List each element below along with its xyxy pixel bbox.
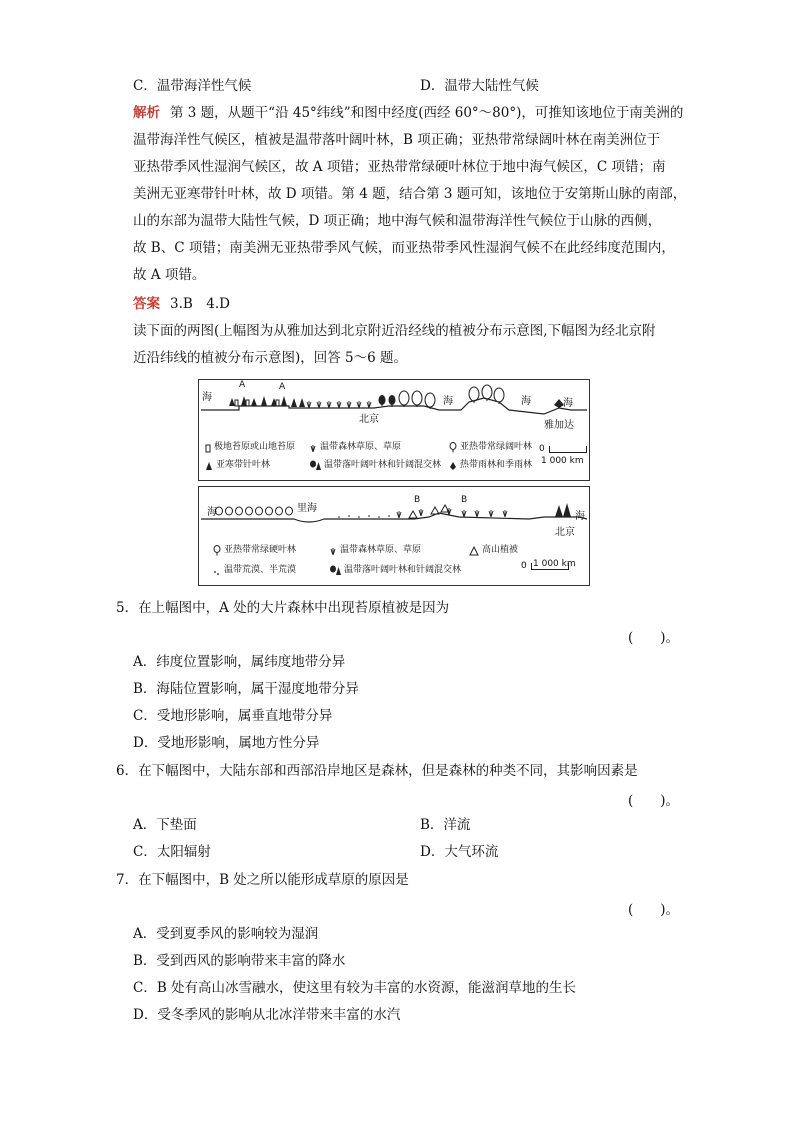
q7-option-a: A．受到夏季风的影响较为湿润 bbox=[133, 926, 319, 942]
mixed-forest-icon bbox=[309, 460, 321, 471]
legend-bottom-steppe bbox=[329, 545, 421, 556]
legend-steppe-label: 温带森林草原、草原 bbox=[320, 442, 402, 452]
q5-option-d: D．受地形影响，属地方性分异 bbox=[133, 735, 320, 751]
top-a1-label: A bbox=[239, 380, 246, 390]
q5-option-c: C．受地形影响，属垂直地带分异 bbox=[133, 708, 333, 724]
analysis-line-1 bbox=[133, 104, 683, 122]
top-sea-mid-label: 海 bbox=[443, 396, 453, 407]
legend-deciduous-mixed bbox=[309, 460, 441, 471]
bottom-b2-label: B bbox=[461, 495, 468, 505]
top-scale-bar bbox=[539, 444, 587, 454]
q6-option-b: B．洋流 bbox=[420, 817, 471, 833]
answer-line bbox=[133, 295, 230, 313]
option-c-q4: C．温带海洋性气候 bbox=[133, 78, 252, 94]
bottom-caspian-label: 里海 bbox=[297, 503, 317, 514]
analysis-line-5: 山的东部为温带大陆性气候，D 项正确；地中海气候和温带海洋性气候位于山脉的西侧， bbox=[133, 213, 662, 229]
top-scale-zero: 0 bbox=[539, 444, 545, 454]
answer-text: 3.B 4.D bbox=[170, 296, 231, 312]
bottom-sea-right-label: 海 bbox=[575, 511, 585, 522]
bottom-sea-left-label: 海 bbox=[207, 507, 217, 518]
analysis-tag: 解析 bbox=[133, 105, 160, 121]
grass-icon bbox=[309, 443, 317, 453]
top-scale-label: 1 000 km bbox=[541, 456, 584, 466]
analysis-line-7: 故 A 项错。 bbox=[133, 267, 206, 283]
bottom-b1-label: B bbox=[414, 495, 421, 505]
top-a2-label: A bbox=[279, 382, 286, 392]
figure-bottom-parallel bbox=[198, 486, 590, 586]
bottom-scale-zero: 0 bbox=[521, 561, 527, 571]
hardleaf-icon bbox=[213, 545, 221, 556]
q7-stem: 7．在下幅图中，B 处之所以能形成草原的原因是 bbox=[116, 872, 409, 888]
q7-option-d: D．受冬季风的影响从北冰洋带来丰富的水汽 bbox=[133, 1007, 401, 1023]
legend-bottom-mixed-label: 温带落叶阔叶林和针阔混交林 bbox=[344, 565, 462, 575]
intro-line-2: 近沿纬线的植被分布示意图)，回答 5～6 题。 bbox=[133, 350, 408, 366]
q5-stem: 5．在上幅图中，A 处的大片森林中出现苔原植被是因为 bbox=[116, 600, 450, 616]
figure-top-profile bbox=[199, 380, 589, 440]
mixed-forest-icon bbox=[329, 565, 341, 576]
alpine-icon bbox=[469, 546, 479, 556]
q7-option-b: B．受到西风的影响带来丰富的降水 bbox=[133, 953, 346, 969]
analysis-line-6: 故 B、C 项错；南美洲无亚热带季风气候，而亚热带季风性湿润气候不在此经纬度范围内， bbox=[133, 240, 675, 256]
legend-alpine bbox=[469, 545, 518, 556]
figure-bottom-profile bbox=[199, 487, 589, 537]
q5-option-a: A．纬度位置影响，属纬度地带分异 bbox=[133, 654, 346, 670]
rainforest-icon bbox=[449, 461, 457, 471]
top-beijing-label: 北京 bbox=[359, 414, 379, 425]
legend-taiga-label: 亚寒带针叶林 bbox=[216, 460, 271, 470]
q6-option-d: D．大气环流 bbox=[420, 844, 499, 860]
evergreen-broadleaf-icon bbox=[449, 442, 457, 453]
legend-hardleaf-label: 亚热带常绿硬叶林 bbox=[224, 545, 297, 555]
legend-steppe bbox=[309, 442, 401, 453]
q7-paren: ( )。 bbox=[628, 902, 680, 918]
intro-line-1: 读下面的两图(上幅图为从雅加达到北京附近沿经线的植被分布示意图,下幅图为经北京附 bbox=[133, 323, 656, 339]
top-sea-right-label: 海 bbox=[521, 396, 531, 407]
desert-icon bbox=[213, 566, 221, 576]
bottom-scale-label: 1 000 km bbox=[533, 559, 576, 569]
q6-option-c: C．太阳辐射 bbox=[133, 844, 211, 860]
q5-paren: ( )。 bbox=[628, 630, 680, 646]
analysis-line-2: 温带海洋性气候区，植被是温带落叶阔叶林，B 项正确；亚热带常绿阔叶林在南美洲位于 bbox=[133, 132, 661, 148]
legend-taiga bbox=[205, 460, 270, 471]
legend-alpine-label: 高山植被 bbox=[482, 545, 519, 555]
answer-tag: 答案 bbox=[133, 296, 160, 312]
q7-option-c: C．B 处有高山冰雪融水，使这里有较为丰富的水资源，能滋润草地的生长 bbox=[133, 980, 577, 996]
analysis-line-4: 美洲无亚寒带针叶林，故 D 项错。第 4 题，结合第 3 题可知，该地位于安第斯山脉的南部， bbox=[133, 186, 687, 202]
top-sea-left-label: 海 bbox=[202, 392, 212, 403]
legend-tundra bbox=[205, 442, 295, 453]
legend-desert-label: 温带荒漠、半荒漠 bbox=[224, 565, 297, 575]
option-d-q4: D．温带大陆性气候 bbox=[420, 78, 539, 94]
conifer-icon bbox=[205, 461, 213, 471]
legend-subtropical-evergreen-label: 亚热带常绿阔叶林 bbox=[460, 442, 533, 452]
figure-top-meridian bbox=[198, 379, 590, 481]
q6-paren: ( )。 bbox=[628, 793, 680, 809]
legend-bottom-mixed bbox=[329, 565, 461, 576]
legend-rainforest-label: 热带雨林和季雨林 bbox=[460, 460, 533, 470]
legend-tundra-label: 极地苔原或山地苔原 bbox=[214, 442, 296, 452]
top-jakarta-label: 雅加达 bbox=[544, 420, 574, 431]
grass-icon bbox=[329, 546, 337, 556]
legend-hardleaf bbox=[213, 545, 296, 556]
legend-bottom-steppe-label: 温带森林草原、草原 bbox=[340, 545, 422, 555]
top-scale-line bbox=[549, 446, 587, 453]
legend-desert bbox=[213, 565, 296, 576]
bottom-beijing-label: 北京 bbox=[555, 527, 575, 538]
tundra-icon bbox=[205, 443, 211, 453]
q6-stem: 6．在下幅图中，大陆东部和西部沿岸地区是森林，但是森林的种类不同，其影响因素是 bbox=[116, 763, 638, 779]
analysis-line-3: 亚热带季风性湿润气候区，故 A 项错；亚热带常绿硬叶林位于地中海气候区，C 项错；南 bbox=[133, 159, 666, 175]
q6-option-a: A．下垫面 bbox=[133, 817, 197, 833]
analysis-text-1: 第 3 题，从题干“沿 45°纬线”和图中经度(西经 60°～80°)，可推知该地位于南美洲的 bbox=[170, 105, 684, 121]
q5-option-b: B．海陆位置影响，属干湿度地带分异 bbox=[133, 681, 359, 697]
legend-rainforest bbox=[449, 460, 532, 471]
legend-deciduous-mixed-label: 温带落叶阔叶林和针阔混交林 bbox=[324, 460, 442, 470]
top-sea-far-label: 海 bbox=[563, 398, 573, 409]
legend-subtropical-evergreen bbox=[449, 442, 532, 453]
